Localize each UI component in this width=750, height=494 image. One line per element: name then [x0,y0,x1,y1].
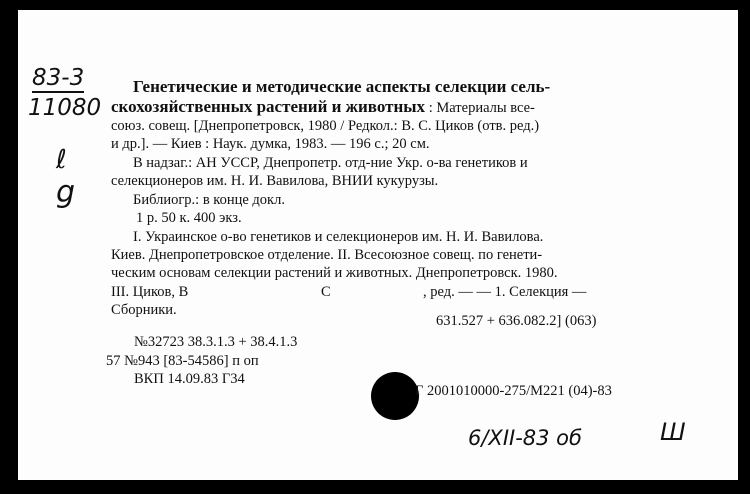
margin-mark-1: ℓ [56,145,67,175]
handwritten-initials: Ш [660,418,686,446]
bottom-line-1: №32723 38.3.1.3 + 38.4.1.3 [134,334,298,350]
desc-line-12c: , ред. — — 1. Селекция — [423,284,587,300]
desc-line-6: селекционеров им. Н. И. Вавилова, ВНИИ кукурузы. [111,173,439,189]
desc-line-9: I. Украинское о-во генетиков и селекционеров им. Н. И. Вавилова. [133,229,544,245]
punch-hole [371,372,419,420]
call-number-bottom: 11080 [28,95,102,121]
bottom-line-2: 57 №943 [83-54586] п оп [106,353,259,369]
desc-line-11: ческим основам селекции растений и животных. Днепропетровск. 1980. [111,265,558,281]
desc-line-12b: С [321,284,331,300]
handwritten-date: 6/XII-83 об [468,426,582,450]
desc-line-3: союз. совещ. [Днепропетровск, 1980 / Редкол.: В. С. Циков (отв. ред.) [111,118,540,134]
call-number-top: 83-3 [32,65,85,91]
title-line-2 [111,98,535,117]
title-line-1: Генетические и методические аспекты селекции сель- [133,77,551,96]
bottom-line-3: ВКП 14.09.83 Г34 [134,371,245,387]
margin-mark-2: g [56,175,76,210]
desc-line-7: Библиогр.: в конце докл. [133,192,285,208]
desc-line-10: Киев. Днепропетровское отделение. II. Всесоюзное совещ. по генети- [111,247,543,263]
desc-line-12a: III. Циков, В [111,284,189,300]
desc-line-13: Сборники. [111,302,177,318]
desc-line-5: В надзаг.: АН УССР, Днепропетр. отд-ние Укр. о-ва генетиков и [133,155,528,171]
title-subtitle: : Материалы все- [428,100,535,116]
udc-classification: 631.527 + 636.082.2] (063) [436,313,597,329]
catalog-card [18,10,738,480]
publisher-code: Г 2001010000-275/М221 (04)-83 [415,383,612,399]
price-line: 1 р. 50 к. 400 экз. [136,210,242,226]
title-bold: скохозяйственных растений и животных [111,97,426,116]
desc-line-4: и др.]. — Киев : Наук. думка, 1983. — 196 с.; 20 см. [111,136,430,152]
